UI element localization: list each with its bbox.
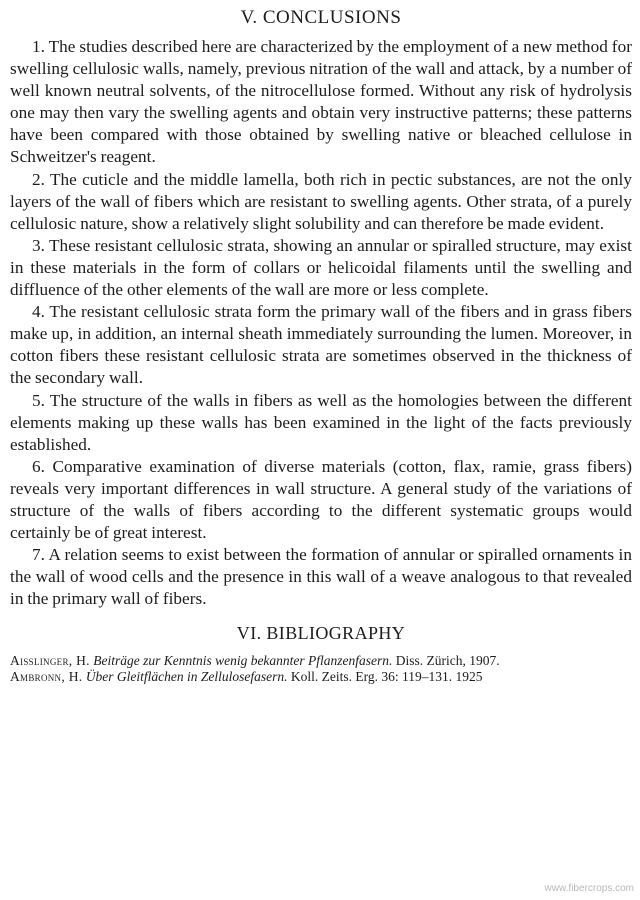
conclusion-paragraph-5: 5. The structure of the walls in fibers as well as the homologies between the different elements making up these walls has been examined in the light of the facts previously established. [10,390,632,454]
reference-title: Beiträge zur Kenntnis wenig bekannter Pflanzenfasern. [93,653,393,669]
reference-title: Über Gleitflächen in Zellulosefasern. [85,669,288,685]
conclusion-paragraph-2: 2. The cuticle and the middle lamella, both rich in pectic substances, are not the only layers of the wall of fibers which are resistant to swelling agents. Other strata, of a purely cellulosic nature, show a relatively slight solubility and can therefore be made evident. [10,169,632,233]
conclusion-paragraph-1: 1. The studies described here are characterized by the employment of a new method for swelling cellulosic walls, namely, previous nitration of the wall and attack, by a number of well known neutral solvents, of the nitrocellulose formed. Without any risk of hydrolysis one may then vary the swelling agents and obtain very instructive patterns; these patterns have been compared with those obtained by swelling native or bleached cellulose in Schweitzer's reagent. [10,37,632,167]
reference-source: Diss. Zürich, 1907. [395,653,500,669]
conclusions-heading: V. CONCLUSIONS [240,7,402,28]
conclusion-paragraph-3: 3. These resistant cellulosic strata, showing an annular or spiralled structure, may exist in these materials in the form of collars or helicoidal filaments until the swelling and diffluence of the other elements of the wall are more or less complete. [10,235,632,300]
reference-author: Ambronn, H. [10,669,83,685]
bibliography-list [10,653,632,685]
conclusion-paragraph-7: 7. A relation seems to exist between the formation of annular or spiralled ornaments in the wall of wood cells and the presence in this wall of a weave analogous to that revealed in the primary wall of fibers. [10,545,632,609]
reference-entry-2 [10,669,632,685]
conclusions-body [10,36,632,610]
conclusion-paragraph-6: 6. Comparative examination of diverse materials (cotton, flax, ramie, grass fibers) reveals very important differences in wall structure. A general study of the variations of structure of the walls of fibers according to the different systematic groups would certainly be of great interest. [10,456,632,543]
bibliography-heading: VI. BIBLIOGRAPHY [236,623,406,644]
conclusion-paragraph-4: 4. The resistant cellulosic strata form the primary wall of the fibers and in grass fibers make up, in addition, an internal sheath immediately surrounding the lumen. Moreover, in cotton fibers these resistant cellulosic strata are sometimes observed in the thickness of the secondary wall. [10,302,632,388]
reference-entry-1 [10,653,632,669]
reference-source: Koll. Zeits. Erg. 36: 119–131. 1925 [290,669,483,685]
site-watermark: www.fibercrops.com [544,883,634,894]
reference-author: Aisslinger, H. [10,653,90,669]
